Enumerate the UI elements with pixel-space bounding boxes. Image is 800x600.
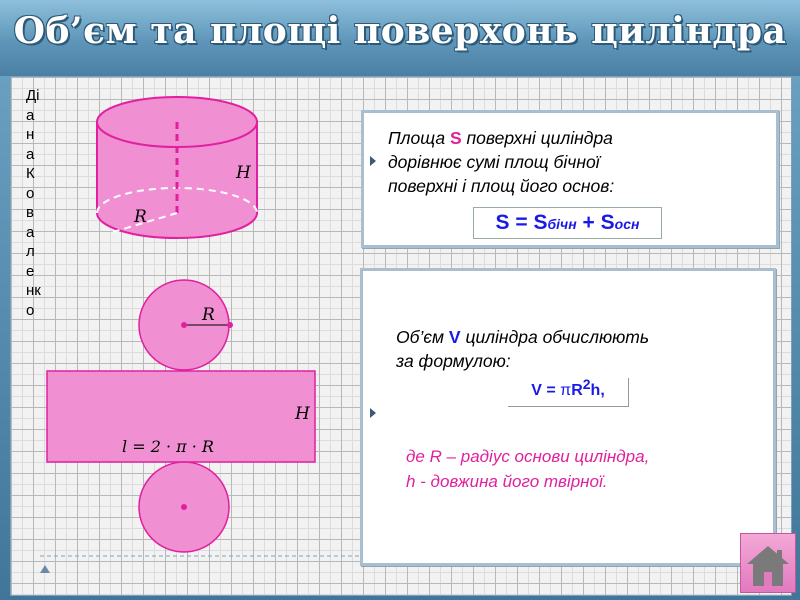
author-letter: о [26,301,35,319]
bullet-triangle-icon [370,408,376,418]
surface-text: Площа S поверхні циліндра дорівнює сумі площ бічної поверхні і площ його основ: [388,128,615,196]
author-letter: а [26,106,35,124]
slide-title: Об’єм та площі поверхонь циліндра [13,10,787,52]
volume-text: Об’єм V циліндра обчислюють за формулою: [396,327,650,371]
author-letter: л [26,243,35,260]
home-icon [741,534,795,592]
author-letter: н [26,126,35,143]
net-top-circle [139,280,233,370]
volume-formula: V = πR2h, [508,378,629,407]
author-letter: нк [26,282,41,299]
author-letter: в [26,204,34,221]
surface-area-formula: S = Sбічн + Sосн [473,207,662,239]
author-letter: е [26,262,35,280]
cylinder-label-r: R [134,207,147,227]
net-bottom-circle [139,462,229,552]
volume-panel [360,268,776,566]
author-letter: а [26,223,35,241]
cylinder-3d [97,97,257,238]
rect-label-l: l = 2 · π · R [122,437,214,456]
bullet-triangle-icon [370,156,376,166]
home-button[interactable] [740,533,796,593]
rect-label-h: H [295,404,310,424]
nav-up-arrow-icon[interactable] [40,565,50,573]
author-letter: Ді [26,87,40,104]
author-letter: а [26,145,35,163]
cylinder-label-h: H [236,163,251,183]
net-lateral-rectangle [47,371,315,462]
author-letter: К [26,165,35,182]
author-letter: о [26,184,35,202]
volume-note: де R – радіус основи циліндра, h - довжина його твірної. [406,447,650,491]
circle-label-r: R [202,305,215,325]
